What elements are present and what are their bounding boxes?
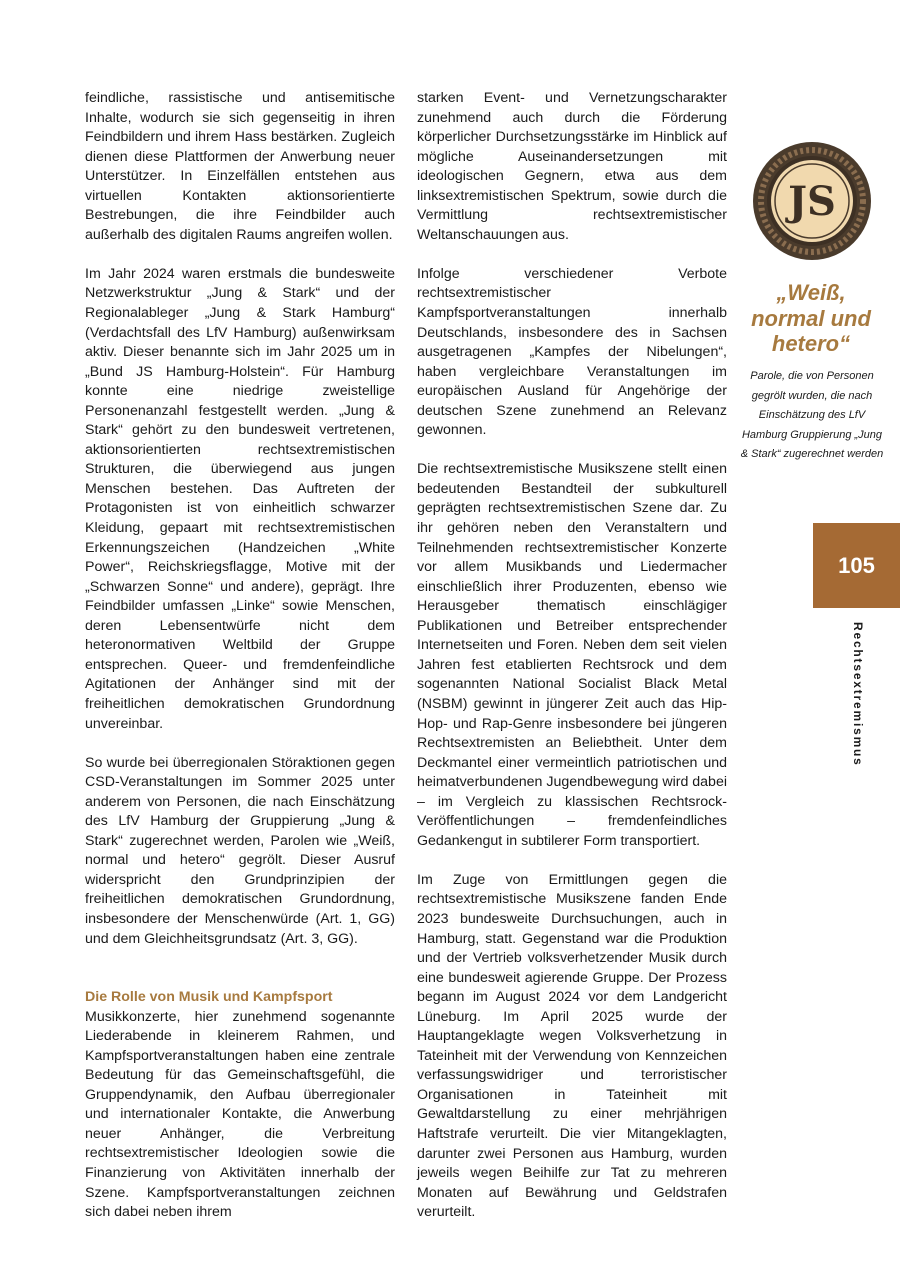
page-number-tab [813, 523, 900, 608]
section-heading: Die Rolle von Musik und Kampfsport [85, 989, 333, 1006]
paragraph: feindliche, rassistische und antisemitische Inhalte, wodurch sie sich gegenseitig in ihren Feindbildern und ihrem Hass bestärken. Zugleich dienen diese Plattformen der Anwerbung neuer Unterstützer. In Einzelfällen entstehen aus virtuellen Kontakten aktionsorientierte Bestrebungen, die ihre Feindbilder auch außerhalb des digitalen Raums angreifen wollen. [85, 90, 395, 243]
quote-caption: Parole, die von Personen gegrölt wurden, die nach Einschätzung des LfV Hamburg Gruppierung „Jung & Stark“ zugerechnet werden [740, 370, 884, 460]
js-logo [752, 141, 872, 261]
left-column [85, 89, 395, 1223]
paragraph: Im Jahr 2024 waren erstmals die bundesweite Netzwerkstruktur „Jung & Stark“ und der Regionalableger „Jung & Stark Hamburg“ (Verdachtsfall des LfV Hamburg) außenwirksam aktiv. Dieser benannte sich im Jahr 2025 um in „Bund JS Hamburg-Holstein“. Für Hamburg konnte eine niedrige zweistellige Personenanzahl festgestellt werden. „Jung & Stark“ gehört zu den bundesweit vertretenen, aktionsorientierten rechtsextremistischen Strukturen, die überwiegend aus jungen Menschen bestehen. Das Auftreten der Protagonisten ist von einheitlich schwarzer Kleidung, gepaart mit rechtsextremistischen Erkennungszeichen (Handzeichen „White Power“, Reichskriegsflagge, Motive mit der „Schwarzen Sonne“ und andere), geprägt. Ihre Feindbilder umfassen „Linke“ sowie Menschen, deren Lebensentwürfe nicht dem heteronormativen Weltbild der Gruppe entsprechen. Queer- und fremdenfeindliche Agitationen der Anhänger sind mit der freiheitlichen demokratischen Grundordnung unvereinbar. [85, 265, 395, 732]
section-label: Rechtsextremismus [851, 622, 865, 767]
paragraph: Im Zuge von Ermittlungen gegen die rechtsextremistische Musikszene fanden Ende 2023 bundesweite Durchsuchungen, auch in Hamburg, statt. Gegenstand war die Produktion und der Vertrieb volksverhetzender Musik durch eine bundesweit agierende Gruppe. Der Prozess begann im August 2024 vor dem Landgericht Lüneburg. Im April 2025 wurde der Hauptangeklagte wegen Volksverhetzung in Tateinheit mit der Verwendung von Kennzeichen verfassungswidriger und terroristischer Organisationen in Tateinheit mit Gewaltdarstellung zu einer mehrjährigen Haftstrafe verurteilt. Die vier Mitangeklagten, darunter zwei Personen aus Hamburg, wurden jeweils wegen Beihilfe zur Tat zu mehreren Monaten auf Bewährung und Geldstrafen verurteilt. [417, 871, 727, 1221]
paragraph: Die rechtsextremistische Musikszene stellt einen bedeutenden Bestandteil der subkulturell geprägten rechtsextremistischen Szene dar. Zu ihr gehören neben den Veranstaltern und Teilnehmenden rechtsextremistischer Konzerte vor allem Musikbands und Liedermacher einschließlich ihrer Produzenten, ebenso wie Herausgeber thematisch einschlägiger Publikationen und Betreiber entsprechender Internetseiten und Foren. Neben dem seit vielen Jahren fest etablierten Rechtsrock und dem sogenannten National Socialist Black Metal (NSBM) gewinnt in jüngerer Zeit auch das Hip-Hop- und Rap-Genre insbesondere bei jüngeren Rechtsextremisten an Beliebtheit. Unter dem Deckmantel einer vermeintlich patriotischen und heimatverbundenen Jugendbewegung wird dabei – im Vergleich zu klassischen Rechtsrock-Veröffentlichungen – fremdenfeindliches Gedankengut in subtilerer Form transportiert. [417, 461, 727, 849]
pull-quote: „Weiß, normal und hetero“ [751, 280, 871, 356]
middle-column [417, 89, 727, 1223]
page-number: 105 [838, 552, 875, 578]
paragraph: So wurde bei überregionalen Störaktionen gegen CSD-Veranstaltungen im Sommer 2025 unter anderem von Personen, die nach Einschätzung des LfV Hamburg der Gruppierung „Jung & Stark“ zugerechnet werden, Parolen wie „Weiß, normal und hetero“ gegrölt. Dieser Ausruf widerspricht den Grundprinzipien der freiheitlichen demokratischen Grundordnung, insbesondere der Menschenwürde (Art. 1, GG) und dem Gleichheitsgrundsatz (Art. 3, GG). [85, 754, 395, 947]
paragraph: Infolge verschiedener Verbote rechtsextremistischer Kampfsportveranstaltungen innerhalb Deutschlands, insbesondere des in Sachsen ausgetragenen „Kampfes der Nibelungen“, haben vergleichbare Veranstaltungen im europäischen Ausland für Angehörige der deutschen Szene zunehmend an Relevanz gewonnen. [417, 265, 727, 439]
logo-text: JS [788, 178, 836, 225]
paragraph: Musikkonzerte, hier zunehmend sogenannte Liederabende in kleinerem Rahmen, und Kampfsportveranstaltungen haben eine zentrale Bedeutung für das Gemeinschaftsgefühl, die Gruppendynamik, den Aufbau überregionaler und internationaler Kontakte, die Anwerbung neuer Anhänger, die Verbreitung rechtsextremistischer Ideologien sowie die Finanzierung von Aktivitäten innerhalb der Szene. Kampfsportveranstaltungen zeichnen sich dabei neben ihrem [85, 1008, 395, 1221]
paragraph: starken Event- und Vernetzungscharakter zunehmend auch durch die Förderung körperlicher Durchsetzungsstärke im Hinblick auf mögliche Auseinandersetzungen mit ideologischen Gegnern, etwa aus dem linksextremistischen Spektrum, sowie durch die Vermittlung rechtsextremistischer Weltanschauungen aus. [417, 90, 727, 243]
